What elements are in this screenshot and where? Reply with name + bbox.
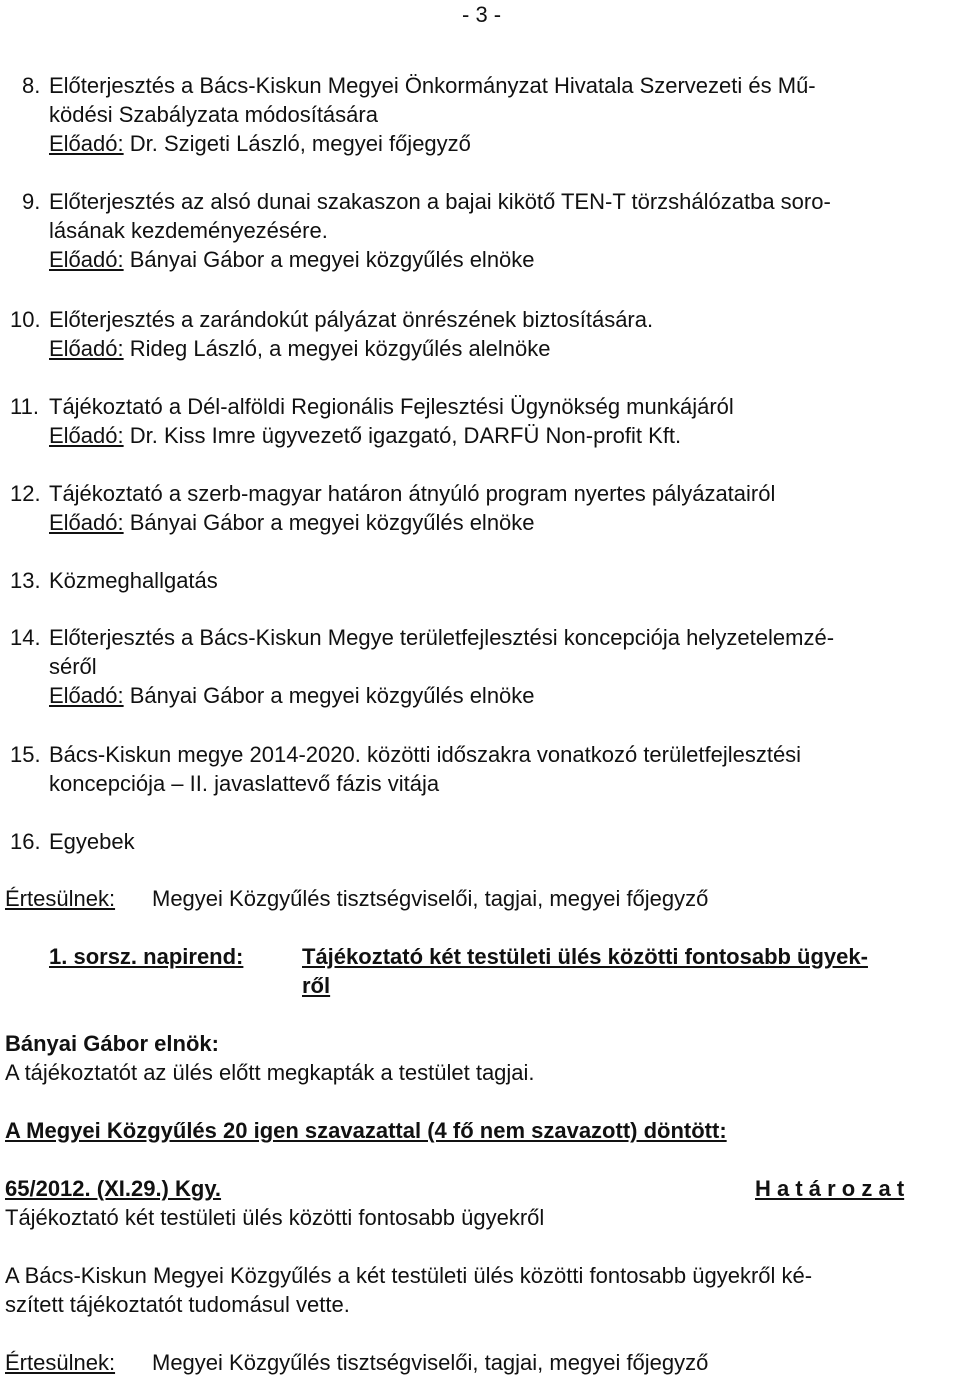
speaker-text: A tájékoztatót az ülés előtt megkapták a testület tagjai. [5,1060,535,1085]
agenda-item-number: 12. [10,481,41,506]
agenda-item-text: Egyebek [49,829,135,854]
presenter-text: Rideg László, a megyei közgyűlés alelnöke [123,336,551,361]
agenda-item-number: 11. [10,394,39,419]
presenter-text: Bányai Gábor a megyei közgyűlés elnöke [123,683,535,708]
agenda-item-text: Előterjesztés a Bács-Kiskun Megye területfejlesztési koncepciója helyzetelemzé- [49,625,835,650]
agenda-item-10 [49,305,920,363]
agenda-item-text: koncepciója – II. javaslattevő fázis vitája [49,771,440,796]
speaker-name: Bányai Gábor elnök: [5,1031,219,1056]
presenter-label: Előadó: [49,131,124,156]
presenter-line [49,334,920,363]
resolution-body: A Bács-Kiskun Megyei Közgyűlés a két testületi ülés közötti fontosabb ügyekről ké- [5,1263,813,1288]
vote-result: A Megyei Közgyűlés 20 igen szavazattal (4 fő nem szavazott) döntött: [5,1118,727,1143]
agenda-item-16 [49,827,920,856]
presenter-label: Előadó: [49,510,124,535]
presenter-text: Bányai Gábor a megyei közgyűlés elnöke [123,510,535,535]
presenter-label: Előadó: [49,336,124,361]
agenda-heading-title: ről [302,973,331,998]
resolution-body: szített tájékoztatót tudomásul vette. [5,1292,350,1317]
presenter-label: Előadó: [49,683,124,708]
presenter-line [49,681,920,710]
agenda-item-text: ködési Szabályzata módosítására [49,102,378,127]
agenda-item-13 [49,566,920,595]
agenda-item-14 [49,623,920,710]
agenda-item-text: séről [49,654,97,679]
agenda-item-12 [49,479,920,537]
presenter-text: Bányai Gábor a megyei közgyűlés elnöke [123,247,535,272]
resolution-subject: Tájékoztató két testületi ülés közötti fontosabb ügyekről [5,1205,545,1230]
agenda-item-text: Bács-Kiskun megye 2014-2020. közötti időszakra vonatkozó területfejlesztési [49,742,802,767]
agenda-item-15 [49,740,920,798]
agenda-item-number: 8. [22,73,41,98]
agenda-item-text: lásának kezdeményezésére. [49,218,328,243]
agenda-item-text: Tájékoztató a Dél-alföldi Regionális Fejlesztési Ügynökség munkájáról [49,394,734,419]
agenda-item-text: Közmeghallgatás [49,568,218,593]
notify-label: Értesülnek: [5,1350,116,1375]
presenter-text: Dr. Kiss Imre ügyvezető igazgató, DARFÜ Non-profit Kft. [123,423,682,448]
agenda-item-11 [49,392,920,450]
agenda-item-9 [49,187,920,274]
presenter-line [49,421,920,450]
notify-label: Értesülnek: [5,886,116,911]
presenter-line [49,245,920,274]
agenda-item-number: 9. [22,189,41,214]
agenda-item-text: Előterjesztés a Bács-Kiskun Megyei Önkormányzat Hivatala Szervezeti és Mű- [49,73,816,98]
presenter-line [49,129,920,158]
resolution-label: H a t á r o z a t [755,1176,905,1201]
agenda-item-text: Előterjesztés a zarándokút pályázat önrészének biztosítására. [49,307,654,332]
notify-text: Megyei Közgyűlés tisztségviselői, tagjai, megyei főjegyző [152,886,709,911]
resolution-number: 65/2012. (XI.29.) Kgy. [5,1176,222,1201]
page-number: - 3 - [462,2,502,27]
presenter-line [49,508,920,537]
agenda-item-text: Előterjesztés az alsó dunai szakaszon a bajai kikötő TEN-T törzshálózatba soro- [49,189,831,214]
agenda-item-text: Tájékoztató a szerb-magyar határon átnyúló program nyertes pályázatairól [49,481,776,506]
agenda-item-number: 15. [10,742,41,767]
agenda-heading-title: Tájékoztató két testületi ülés közötti fontosabb ügyek- [302,944,868,969]
agenda-heading-number: 1. sorsz. napirend: [49,944,244,969]
agenda-item-number: 14. [10,625,41,650]
notify-text: Megyei Közgyűlés tisztségviselői, tagjai, megyei főjegyző [152,1350,709,1375]
agenda-item-number: 16. [10,829,41,854]
presenter-label: Előadó: [49,247,124,272]
agenda-item-8 [49,71,920,158]
agenda-item-number: 13. [10,568,41,593]
presenter-text: Dr. Szigeti László, megyei főjegyző [123,131,471,156]
presenter-label: Előadó: [49,423,124,448]
agenda-item-number: 10. [10,307,41,332]
